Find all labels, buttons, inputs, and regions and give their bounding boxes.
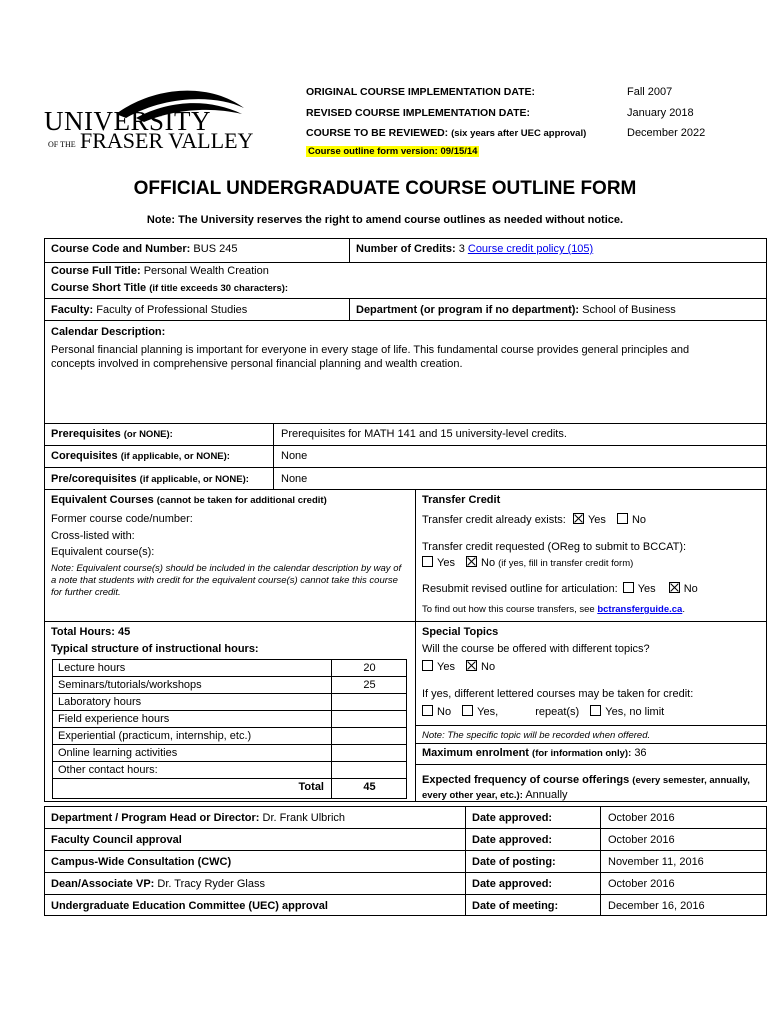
find-out-transfer — [422, 604, 685, 615]
hours-total-value: 45 — [363, 781, 376, 793]
resubmit-yes-checkbox[interactable] — [623, 582, 634, 593]
corequisites-value: None — [281, 450, 308, 462]
frequency-label: Expected frequency of course offerings — [422, 774, 630, 786]
special-topics-question: Will the course be offered with different topics? — [422, 643, 650, 655]
coreq-label-text: Corequisites — [51, 450, 118, 462]
transfer-exists-no-checkbox[interactable] — [617, 513, 628, 524]
lettered-options — [422, 705, 664, 718]
find-out-text: To find out how this course transfers, see — [422, 604, 595, 615]
amend-note: Note: The University reserves the right to amend course outlines as needed without notice. — [146, 214, 624, 226]
review-label-note: (six years after UEC approval) — [451, 128, 587, 139]
typical-structure: Typical structure of instructional hours: — [51, 643, 259, 655]
page-title: OFFICIAL UNDERGRADUATE COURSE OUTLINE FORM — [133, 178, 637, 199]
equivalent-heading-text: Equivalent Courses — [51, 494, 154, 506]
approval-date: October 2016 — [608, 834, 675, 846]
approval-label: Undergraduate Education Committee (UEC) approval — [51, 900, 328, 912]
faculty-label: Faculty: — [51, 304, 94, 316]
precoreq-label-text: Pre/corequisites — [51, 473, 137, 485]
lettered-no-checkbox[interactable] — [422, 705, 433, 716]
special-topics-options — [422, 660, 495, 673]
expected-frequency — [422, 773, 762, 803]
lettered-yes-checkbox[interactable] — [462, 705, 473, 716]
course-code-value: BUS 245 — [193, 243, 238, 255]
original-date-label: ORIGINAL COURSE IMPLEMENTATION DATE: — [306, 86, 536, 98]
transfer-requested-no-label: No — [481, 557, 496, 569]
max-enrolment — [422, 747, 647, 759]
bctransferguide-link[interactable]: bctransferguide.ca — [597, 604, 683, 615]
transfer-exists — [422, 513, 646, 526]
credit-policy-link[interactable]: Course credit policy (105) — [467, 243, 594, 255]
prerequisites-label — [51, 428, 173, 440]
hours-row-label: Online learning activities — [58, 747, 178, 759]
transfer-requested-options — [422, 556, 633, 569]
hours-row-label: Experiential (practicum, internship, etc.) — [58, 730, 252, 742]
max-enrolment-value: 36 — [634, 747, 647, 759]
frequency-value: Annually — [525, 789, 568, 801]
transfer-requested: Transfer credit requested (OReg to submit to BCCAT): — [422, 541, 687, 553]
resubmit — [422, 582, 698, 595]
hours-row-label: Seminars/tutorials/workshops — [58, 679, 202, 691]
approval-date-label: Date approved: — [472, 812, 553, 824]
approval-person: Dr. Tracy Ryder Glass — [157, 878, 265, 890]
review-label: COURSE TO BE REVIEWED: — [306, 127, 449, 139]
approval-date-label: Date approved: — [472, 878, 553, 890]
cross-listed: Cross-listed with: — [51, 530, 135, 542]
total-hours-value: 45 — [118, 626, 131, 638]
approval-label: Campus-Wide Consultation (CWC) — [51, 856, 232, 868]
prerequisites-value: Prerequisites for MATH 141 and 15 university-level credits. — [281, 428, 567, 440]
total-hours — [51, 626, 130, 638]
faculty-value: Faculty of Professional Studies — [96, 304, 248, 316]
precorequisites-label — [51, 473, 249, 485]
approval-date-label: Date of meeting: — [472, 900, 559, 912]
lettered-yes-label: Yes, — [477, 706, 499, 718]
precorequisites-value: None — [281, 473, 308, 485]
approval-date: December 16, 2016 — [608, 900, 705, 912]
short-title-label: Course Short Title — [51, 282, 147, 294]
approval-date: November 11, 2016 — [608, 856, 704, 868]
hours-total-label: Total — [298, 781, 324, 793]
special-no-checkbox[interactable] — [466, 660, 477, 671]
review-date-value: December 2022 — [627, 127, 706, 139]
special-yes-label: Yes — [437, 661, 455, 673]
transfer-exists-label: Transfer credit already exists: — [422, 514, 566, 526]
resubmit-no-checkbox[interactable] — [669, 582, 680, 593]
university-logo — [44, 84, 264, 164]
hours-row-label: Other contact hours: — [58, 764, 158, 776]
hours-row-label: Laboratory hours — [58, 696, 142, 708]
short-title-note: (if title exceeds 30 characters): — [149, 283, 289, 294]
transfer-heading: Transfer Credit — [422, 494, 501, 506]
max-enrolment-note: (for information only): — [532, 748, 632, 759]
equivalent-courses: Equivalent course(s): — [51, 546, 155, 558]
original-date-value: Fall 2007 — [627, 86, 673, 98]
form-version: Course outline form version: 09/15/14 — [308, 146, 478, 157]
transfer-requested-yes-label: Yes — [437, 557, 455, 569]
lettered-courses: If yes, different lettered courses may be taken for credit: — [422, 688, 694, 700]
equivalent-heading-note: (cannot be taken for additional credit) — [156, 495, 327, 506]
hours-row-value: 25 — [363, 679, 376, 691]
calendar-description: Personal financial planning is important for everyone in every stage of life. This fundamental course provides general principles and concepts involved in comprehensive personal financial planning and wealth creation. — [51, 344, 690, 370]
resubmit-label: Resubmit revised outline for articulation: — [422, 583, 618, 595]
revised-date-value: January 2018 — [627, 107, 694, 119]
transfer-requested-yes-checkbox[interactable] — [422, 556, 433, 567]
revised-date-label: REVISED COURSE IMPLEMENTATION DATE: — [306, 107, 531, 119]
transfer-requested-no-checkbox[interactable] — [466, 556, 477, 567]
credits-label: Number of Credits: — [356, 243, 456, 255]
approval-label: Faculty Council approval — [51, 834, 182, 846]
resubmit-no-label: No — [683, 583, 698, 595]
logo-of-the: OF THE — [48, 140, 76, 149]
frequency-note: (every semester, annually, every other year, etc.): — [422, 775, 750, 801]
equivalent-heading — [51, 494, 327, 506]
prereq-label-text: Prerequisites — [51, 428, 121, 440]
logo-university: UNIVERSITY — [44, 106, 211, 136]
department-label: Department (or program if no department): — [356, 304, 580, 316]
total-hours-label: Total Hours: — [51, 626, 115, 638]
approval-date-label: Date of posting: — [472, 856, 556, 868]
former-course: Former course code/number: — [51, 513, 193, 525]
max-enrolment-label: Maximum enrolment — [422, 747, 529, 759]
approval-date: October 2016 — [608, 812, 675, 824]
prereq-label-note: (or NONE): — [123, 429, 173, 440]
special-yes-checkbox[interactable] — [422, 660, 433, 671]
special-no-label: No — [481, 661, 496, 673]
approval-label: Dean/Associate VP: — [51, 878, 155, 890]
credits-value: 3 — [458, 243, 465, 255]
transfer-requested-note: (if yes, fill in transfer credit form) — [498, 558, 634, 569]
hours-row-label: Field experience hours — [58, 713, 170, 725]
lettered-nolimit-label: Yes, no limit — [605, 706, 665, 718]
approval-row — [51, 878, 265, 890]
calendar-label: Calendar Description: — [51, 326, 166, 338]
approval-label: Department / Program Head or Director: — [51, 812, 260, 824]
review-date-label — [306, 127, 586, 139]
equivalent-note: Note: Equivalent course(s) should be included in the calendar description by way of a note that students with credit for the equivalent course(s) cannot take this course for further credit. — [51, 563, 402, 598]
course-code-label: Course Code and Number: — [51, 243, 191, 255]
precoreq-label-note: (if applicable, or NONE): — [139, 474, 249, 485]
approval-row — [51, 812, 345, 824]
transfer-exists-yes-label: Yes — [587, 514, 606, 526]
transfer-exists-no-label: No — [631, 514, 647, 526]
full-title — [51, 265, 269, 277]
resubmit-yes-label: Yes — [637, 583, 656, 595]
logo-fraser-valley: FRASER VALLEY — [80, 128, 254, 153]
full-title-value: Personal Wealth Creation — [143, 265, 269, 277]
transfer-exists-yes-checkbox[interactable] — [573, 513, 584, 524]
approval-date: October 2016 — [608, 878, 675, 890]
lettered-no-label: No — [437, 706, 452, 718]
lettered-nolimit-checkbox[interactable] — [590, 705, 601, 716]
find-out-period: . — [682, 604, 685, 615]
full-title-label: Course Full Title: — [51, 265, 141, 277]
hours-row-value: 20 — [363, 662, 376, 674]
lettered-repeat-label: repeat(s) — [535, 706, 580, 718]
hours-row-label: Lecture hours — [58, 662, 126, 674]
corequisites-label — [51, 450, 230, 462]
special-topics-note: Note: The specific topic will be recorded when offered. — [422, 730, 651, 741]
approval-date-label: Date approved: — [472, 834, 553, 846]
credits — [356, 243, 593, 255]
approval-person: Dr. Frank Ulbrich — [262, 812, 346, 824]
department-value: School of Business — [582, 304, 676, 316]
short-title — [51, 282, 288, 294]
special-topics-heading: Special Topics — [422, 626, 499, 638]
coreq-label-note: (if applicable, or NONE): — [120, 451, 230, 462]
faculty — [51, 304, 247, 316]
course-code — [51, 243, 237, 255]
department — [356, 304, 676, 316]
